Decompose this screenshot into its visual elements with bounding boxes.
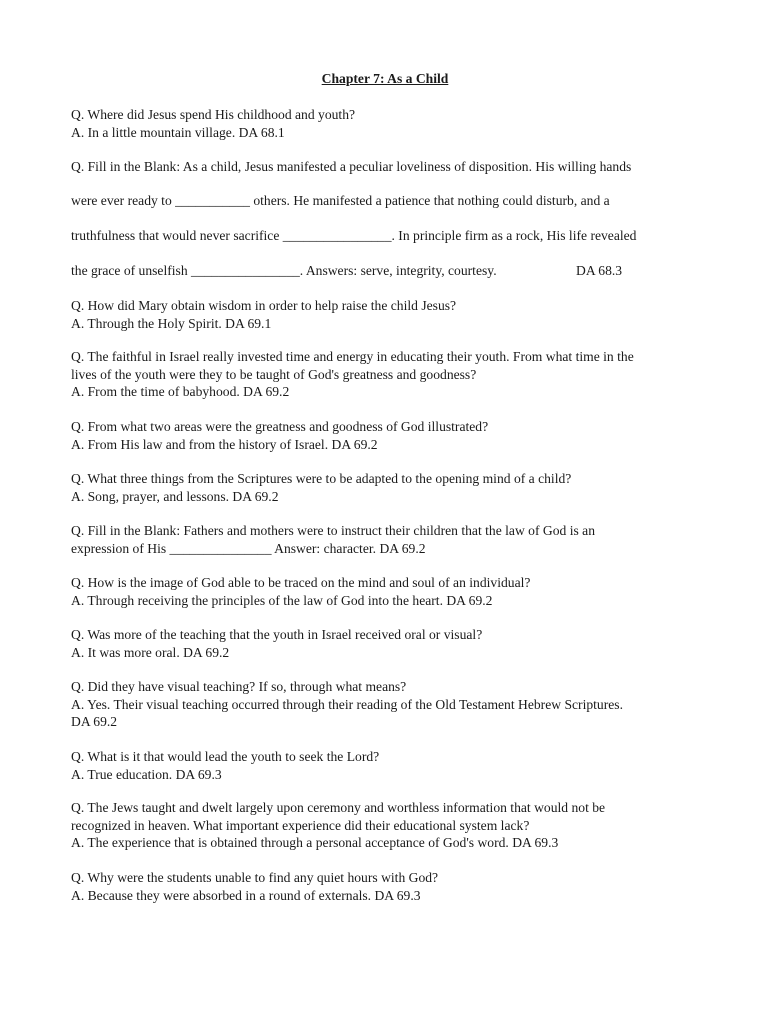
fill-in-blank-item xyxy=(71,522,699,557)
qa-item xyxy=(71,869,699,904)
question-text: Q. The faithful in Israel really invested time and energy in educating their youth. From what time in the xyxy=(71,349,634,364)
question-text: Q. Fill in the Blank: Fathers and mothers were to instruct their children that the law of God is an xyxy=(71,523,596,538)
qa-item xyxy=(71,470,699,505)
question-text: Q. What three things from the Scriptures were to be adapted to the opening mind of a child? xyxy=(71,471,572,486)
page-title: Chapter 7: As a Child xyxy=(321,71,449,86)
qa-item xyxy=(71,106,699,141)
answer-text: DA 69.2 xyxy=(71,714,118,729)
question-text: expression of His _______________ Answer: character. DA 69.2 xyxy=(71,540,426,556)
qa-item xyxy=(71,678,699,731)
answer-text: A. Through receiving the principles of the law of God into the heart. DA 69.2 xyxy=(71,592,493,608)
qa-item xyxy=(71,748,699,783)
question-line: truthfulness that would never sacrifice ________________. In principle firm as a rock, His life revealed xyxy=(71,228,637,243)
question-text: Q. Where did Jesus spend His childhood and youth? xyxy=(71,107,356,122)
qa-item xyxy=(71,348,699,401)
question-text: Q. How is the image of God able to be traced on the mind and soul of an individual? xyxy=(71,575,531,590)
qa-item xyxy=(71,418,699,453)
question-line: the grace of unselfish ________________. Answers: serve, integrity, courtesy. xyxy=(71,263,497,278)
question-text: lives of the youth were they to be taught of God's greatness and goodness? xyxy=(71,366,477,382)
question-text: Q. Was more of the teaching that the youth in Israel received oral or visual? xyxy=(71,627,483,642)
qa-item xyxy=(71,574,699,609)
answer-text: A. From His law and from the history of Israel. DA 69.2 xyxy=(71,436,378,452)
question-line: Q. Fill in the Blank: As a child, Jesus manifested a peculiar loveliness of disposition. His willing hands xyxy=(71,159,632,174)
answer-text: A. Yes. Their visual teaching occurred through their reading of the Old Testament Hebrew Scriptures. xyxy=(71,696,623,712)
question-text: Q. Why were the students unable to find any quiet hours with God? xyxy=(71,870,439,885)
document-page xyxy=(71,0,699,1024)
answer-text: A. Song, prayer, and lessons. DA 69.2 xyxy=(71,488,279,504)
answer-text: A. The experience that is obtained through a personal acceptance of God's word. DA 69.3 xyxy=(71,835,559,850)
answer-text: A. It was more oral. DA 69.2 xyxy=(71,644,230,660)
qa-item xyxy=(71,297,699,332)
question-text: recognized in heaven. What important experience did their educational system lack? xyxy=(71,817,530,833)
question-text: Q. What is it that would lead the youth to seek the Lord? xyxy=(71,749,380,764)
qa-item xyxy=(71,626,699,661)
answer-text: A. From the time of babyhood. DA 69.2 xyxy=(71,384,290,399)
qa-item xyxy=(71,799,699,852)
question-line: were ever ready to ___________ others. He manifested a patience that nothing could disturb, and a xyxy=(71,193,610,208)
question-text: Q. Did they have visual teaching? If so, through what means? xyxy=(71,679,407,694)
answer-text: A. True education. DA 69.3 xyxy=(71,766,222,782)
answer-text: A. In a little mountain village. DA 68.1 xyxy=(71,124,285,140)
reference-text: DA 68.3 xyxy=(576,263,623,278)
answer-text: A. Because they were absorbed in a round of externals. DA 69.3 xyxy=(71,887,421,903)
question-text: Q. How did Mary obtain wisdom in order to help raise the child Jesus? xyxy=(71,298,457,313)
question-text: Q. The Jews taught and dwelt largely upon ceremony and worthless information that would not be xyxy=(71,800,606,815)
answer-text: A. Through the Holy Spirit. DA 69.1 xyxy=(71,315,272,331)
question-text: Q. From what two areas were the greatness and goodness of God illustrated? xyxy=(71,419,489,434)
